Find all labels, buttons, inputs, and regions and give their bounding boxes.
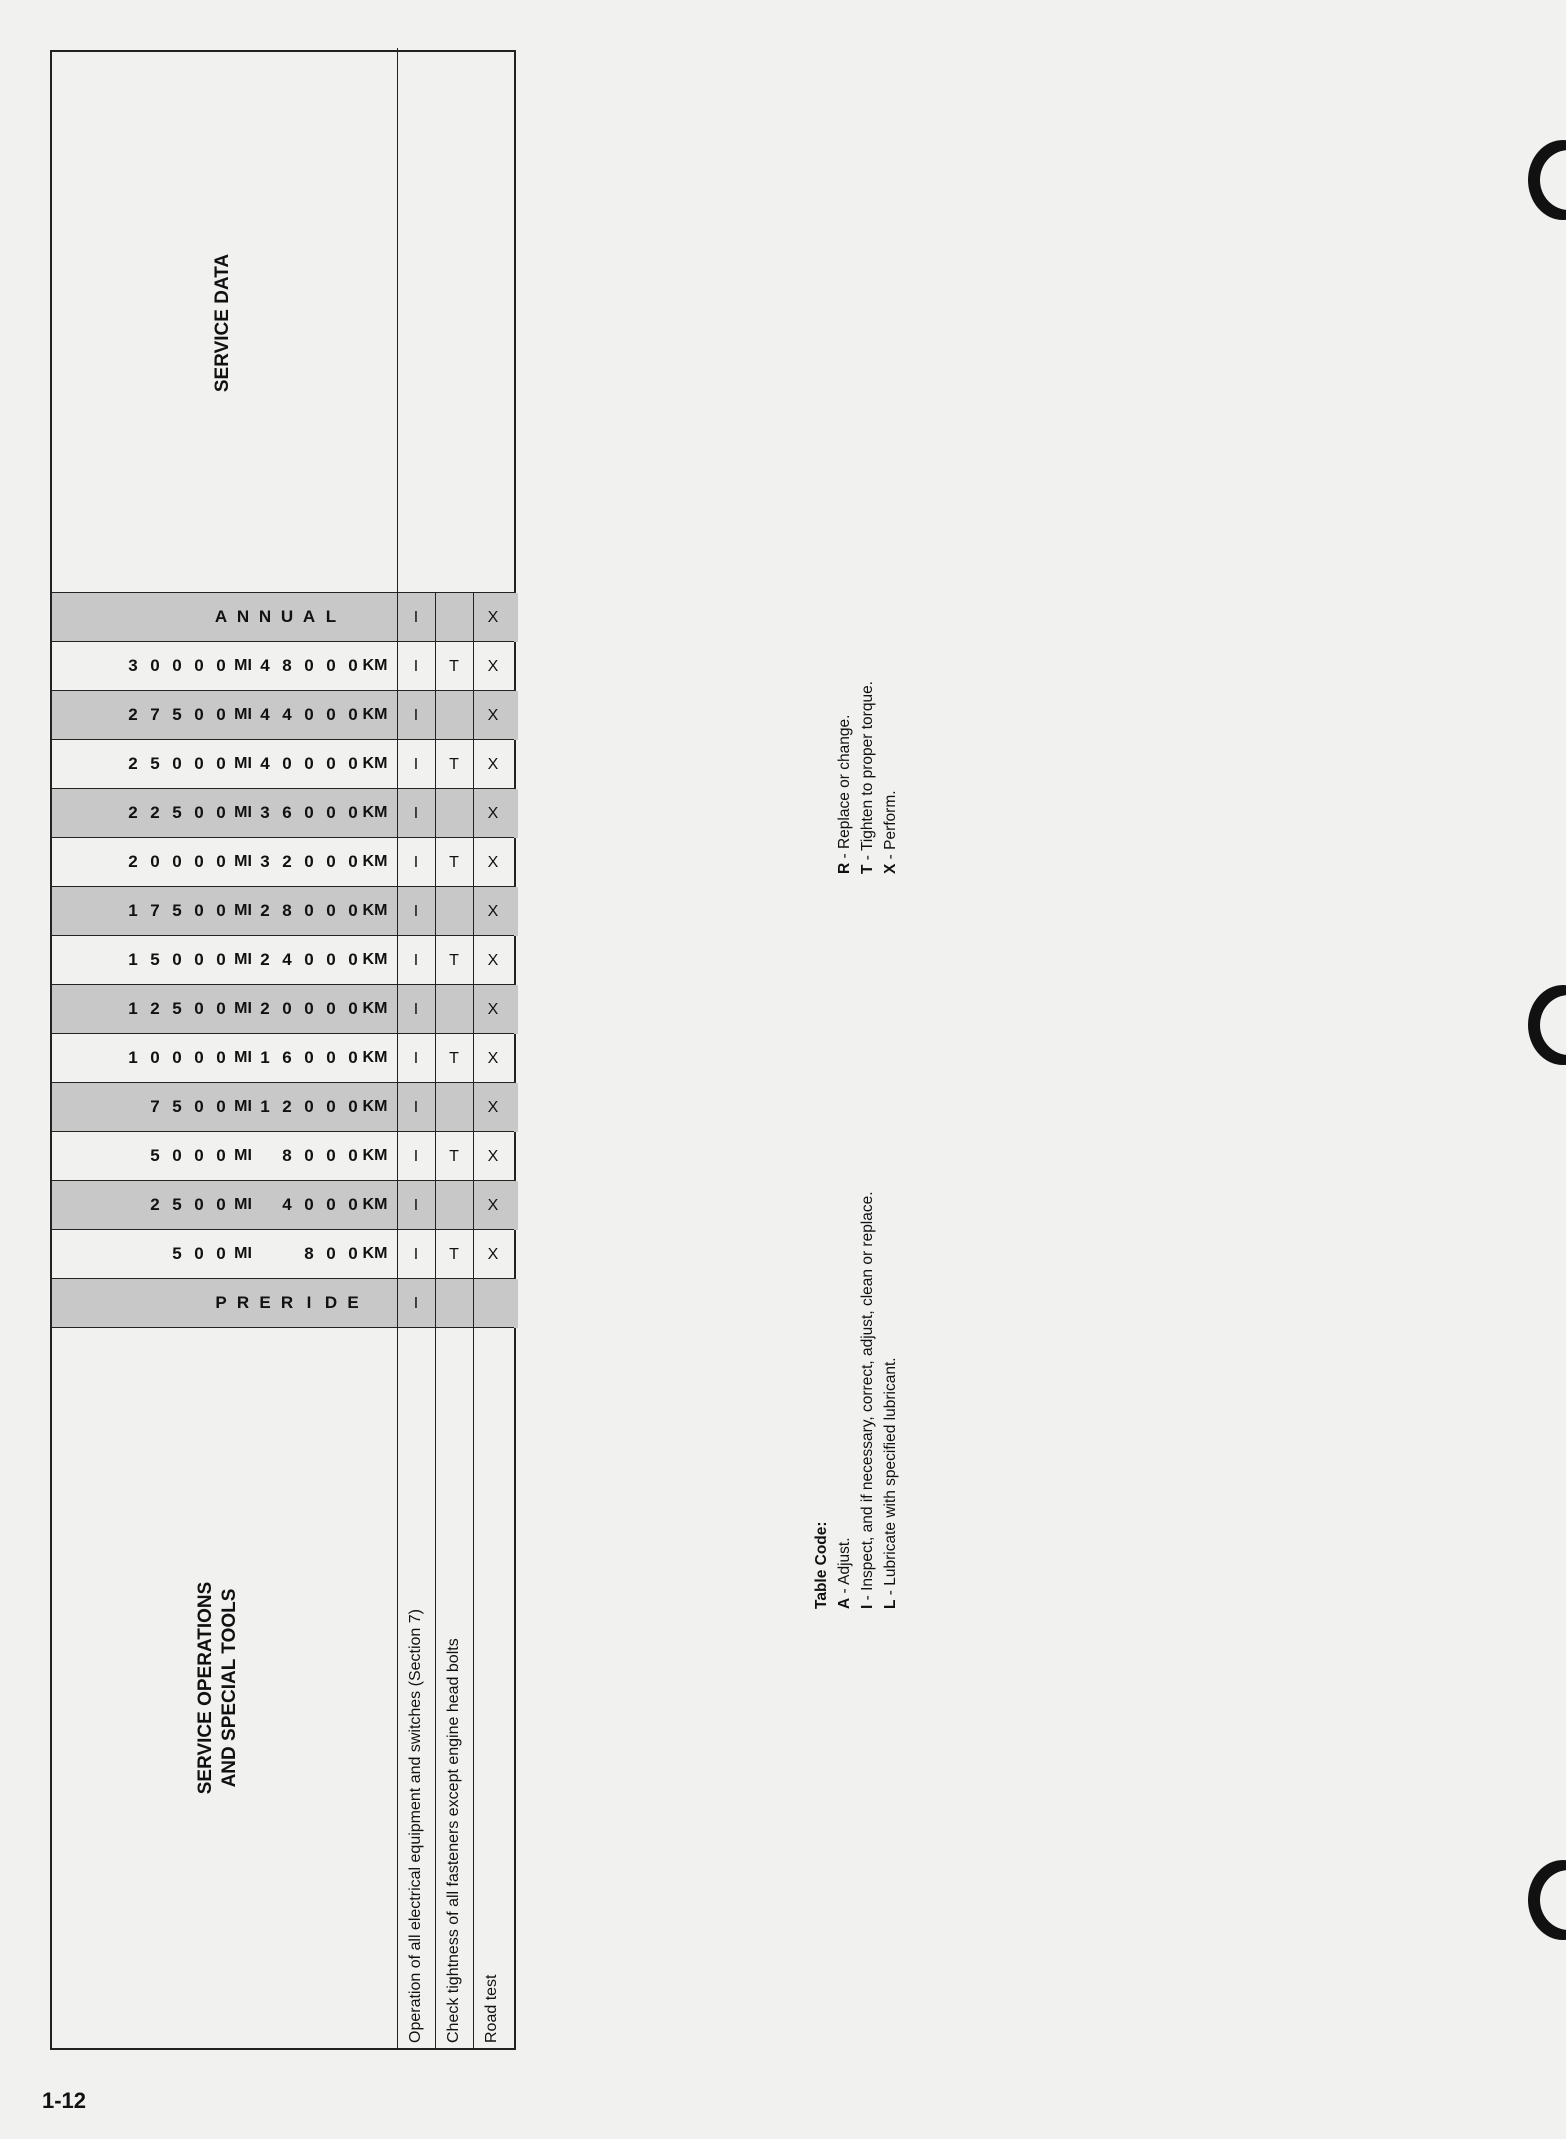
header-char: 0 [326, 1195, 336, 1215]
header-char: 0 [326, 1146, 336, 1166]
header-char: 0 [216, 999, 226, 1019]
header-char: 4 [260, 705, 270, 725]
header-char: 3 [128, 656, 138, 676]
code-cell: I [413, 1295, 419, 1312]
header-char: 0 [348, 1146, 358, 1166]
code-cell: I [413, 1197, 419, 1214]
code-cell: I [413, 1148, 419, 1165]
legend-code: L [882, 1599, 899, 1609]
header-char: E [259, 1293, 271, 1313]
code-cell: T [449, 1050, 459, 1067]
header-char: 0 [326, 950, 336, 970]
code-cell: I [413, 1099, 419, 1116]
header-char: KM [362, 755, 388, 773]
header-char: N [236, 607, 250, 627]
header-char: 0 [304, 1195, 314, 1215]
legend-description: - Adjust. [836, 1537, 853, 1598]
header-char: 5 [150, 1146, 160, 1166]
header-char: 2 [260, 950, 270, 970]
legend-description: - Inspect, and if necessary, correct, adjust, clean or replace. [859, 1191, 876, 1605]
header-char: 7 [150, 1097, 160, 1117]
header-char: MI [234, 706, 252, 724]
header-char: 2 [128, 803, 138, 823]
header-char: 0 [326, 1097, 336, 1117]
code-cell: X [487, 707, 499, 724]
legend-description: - Replace or change. [836, 714, 853, 863]
header-char: I [306, 1293, 312, 1313]
header-char: 0 [172, 754, 182, 774]
header-char: 0 [348, 999, 358, 1019]
column-divider [52, 690, 514, 691]
code-cell: X [487, 854, 499, 871]
header-char: 2 [282, 852, 292, 872]
interval-header-pre-ride [52, 1281, 555, 1326]
header-char: 7 [150, 901, 160, 921]
header-char: 5 [150, 754, 160, 774]
ops-header-line1: SERVICE OPERATIONS [195, 1581, 216, 1795]
header-char: 5 [172, 803, 182, 823]
header-char: 0 [194, 852, 204, 872]
header-char: 0 [216, 1048, 226, 1068]
header-char: 0 [348, 1097, 358, 1117]
header-char: P [215, 1293, 227, 1313]
operation-label: Road test [483, 1974, 500, 2043]
header-char: 5 [172, 705, 182, 725]
code-cell: X [487, 903, 499, 920]
code-cell: X [487, 1001, 499, 1018]
service-operations-header [194, 1328, 242, 2048]
service-table [50, 50, 516, 2050]
header-char: MI [234, 1098, 252, 1116]
header-char: 0 [348, 950, 358, 970]
legend-entry [856, 681, 879, 874]
header-char: R [280, 1293, 294, 1313]
column-divider [52, 1082, 514, 1083]
header-char: 4 [260, 754, 270, 774]
header-char: 0 [172, 852, 182, 872]
code-cell: I [413, 903, 419, 920]
header-char: N [258, 607, 272, 627]
legend-title: Table Code: [813, 1521, 830, 1609]
column-divider [52, 788, 514, 789]
header-char: KM [362, 951, 388, 969]
code-cell: I [413, 854, 419, 871]
header-char: MI [234, 853, 252, 871]
header-char: 0 [194, 705, 204, 725]
code-cell: X [487, 1050, 499, 1067]
header-char: 0 [282, 754, 292, 774]
ops-header-line2: AND SPECIAL TOOLS [219, 1588, 240, 1788]
header-char: KM [362, 902, 388, 920]
header-char: MI [234, 1000, 252, 1018]
header-char: 0 [304, 1048, 314, 1068]
header-char: 0 [194, 1195, 204, 1215]
code-cell: T [449, 658, 459, 675]
header-char: 0 [216, 1195, 226, 1215]
operation-label: Operation of all electrical equipment and switches (Section 7) [407, 1609, 424, 2043]
header-char: 0 [194, 950, 204, 970]
header-char: 2 [260, 901, 270, 921]
header-char: U [280, 607, 294, 627]
header-char: 0 [216, 1097, 226, 1117]
code-cell: X [487, 609, 499, 626]
header-char: D [324, 1293, 338, 1313]
header-char: 0 [194, 901, 204, 921]
header-char: 6 [282, 1048, 292, 1068]
header-char: 2 [128, 754, 138, 774]
table-code-legend-continued [833, 681, 902, 874]
header-char: KM [362, 804, 388, 822]
header-char: MI [234, 902, 252, 920]
header-char: 2 [150, 999, 160, 1019]
header-char: 0 [216, 1244, 226, 1264]
legend-entry [833, 1191, 856, 1609]
code-cell: I [413, 1001, 419, 1018]
header-char: 0 [348, 1195, 358, 1215]
header-char: 8 [282, 901, 292, 921]
code-cell: I [413, 1246, 419, 1263]
header-char: 2 [150, 803, 160, 823]
header-char: 0 [194, 754, 204, 774]
header-char: 0 [194, 1097, 204, 1117]
header-char: 2 [128, 852, 138, 872]
header-char: 0 [304, 999, 314, 1019]
header-char: 4 [282, 705, 292, 725]
header-char: 4 [260, 656, 270, 676]
column-divider [52, 1327, 514, 1328]
header-char: 8 [282, 1146, 292, 1166]
header-char: KM [362, 1049, 388, 1067]
code-cell: I [413, 609, 419, 626]
header-char: 0 [326, 901, 336, 921]
legend-description: - Lubricate with specified lubricant. [882, 1357, 899, 1600]
header-char: 4 [282, 950, 292, 970]
code-cell: X [487, 1197, 499, 1214]
header-char: KM [362, 657, 388, 675]
header-char: KM [362, 1245, 388, 1263]
header-char: KM [362, 853, 388, 871]
header-char: 0 [150, 1048, 160, 1068]
legend-code: R [836, 862, 853, 874]
header-char: MI [234, 1147, 252, 1165]
header-char: 8 [282, 656, 292, 676]
header-char: 0 [194, 1244, 204, 1264]
header-char: 1 [128, 950, 138, 970]
header-char: MI [234, 1196, 252, 1214]
header-char: L [325, 607, 337, 627]
column-divider [52, 641, 514, 642]
legend-code: A [836, 1597, 853, 1609]
column-divider [52, 1278, 514, 1279]
legend-code: I [859, 1604, 876, 1609]
column-divider [52, 984, 514, 985]
header-char: 0 [304, 1097, 314, 1117]
header-char: 0 [326, 1244, 336, 1264]
header-char: E [347, 1293, 359, 1313]
header-char: 8 [304, 1244, 314, 1264]
operation-label: Check tightness of all fasteners except engine head bolts [445, 1638, 462, 2043]
header-char: 2 [128, 705, 138, 725]
header-char: 5 [172, 1195, 182, 1215]
header-char: 0 [348, 901, 358, 921]
header-char: 1 [128, 901, 138, 921]
header-char: 0 [216, 754, 226, 774]
code-cell: X [487, 1148, 499, 1165]
header-char: 0 [326, 754, 336, 774]
header-char: 0 [282, 999, 292, 1019]
header-char: 3 [260, 803, 270, 823]
code-cell: I [413, 707, 419, 724]
header-char: 0 [348, 852, 358, 872]
header-char: 0 [194, 999, 204, 1019]
column-divider [52, 592, 514, 593]
header-char: 3 [260, 852, 270, 872]
table-code-legend [810, 1191, 902, 1609]
header-char: 0 [194, 656, 204, 676]
header-char: 0 [304, 803, 314, 823]
header-char: 0 [304, 901, 314, 921]
header-char: 0 [348, 1244, 358, 1264]
header-char: 0 [216, 705, 226, 725]
code-cell: X [487, 805, 499, 822]
code-cell: I [413, 658, 419, 675]
header-char: 0 [150, 852, 160, 872]
header-char: 0 [326, 656, 336, 676]
header-char: 0 [304, 754, 314, 774]
header-char: 0 [216, 1146, 226, 1166]
header-char: 0 [326, 803, 336, 823]
header-char: MI [234, 1245, 252, 1263]
column-divider [52, 1180, 514, 1181]
code-cell: X [487, 658, 499, 675]
column-divider [52, 935, 514, 936]
header-char: 0 [304, 1146, 314, 1166]
column-divider [52, 1229, 514, 1230]
header-char: 5 [172, 1244, 182, 1264]
legend-description: - Tighten to proper torque. [859, 681, 876, 865]
service-data-header: SERVICE DATA [212, 253, 233, 393]
header-char: KM [362, 706, 388, 724]
header-char: 0 [348, 803, 358, 823]
header-char: 0 [172, 1146, 182, 1166]
header-char: 5 [172, 901, 182, 921]
code-cell: X [487, 1099, 499, 1116]
header-char: 2 [282, 1097, 292, 1117]
column-divider [52, 739, 514, 740]
header-char: 6 [282, 803, 292, 823]
header-char: 7 [150, 705, 160, 725]
header-char: 0 [194, 803, 204, 823]
column-divider [52, 1131, 514, 1132]
header-char: 0 [348, 705, 358, 725]
column-divider [52, 1033, 514, 1034]
code-cell: I [413, 805, 419, 822]
header-char: A [302, 607, 316, 627]
code-cell: X [487, 952, 499, 969]
header-char: MI [234, 755, 252, 773]
legend-code: X [882, 863, 899, 874]
header-char: 2 [260, 999, 270, 1019]
header-char: 4 [282, 1195, 292, 1215]
header-char: 0 [194, 1146, 204, 1166]
header-char: 0 [216, 950, 226, 970]
legend-code: T [859, 864, 876, 874]
code-cell: T [449, 1148, 459, 1165]
header-char: 0 [304, 852, 314, 872]
code-cell: T [449, 756, 459, 773]
header-char: 0 [304, 656, 314, 676]
code-cell: T [449, 1246, 459, 1263]
code-cell: I [413, 756, 419, 773]
legend-entry [879, 681, 902, 874]
header-char: 0 [216, 901, 226, 921]
header-char: 0 [326, 705, 336, 725]
header-char: 0 [216, 852, 226, 872]
code-cell: X [487, 756, 499, 773]
header-char: KM [362, 1196, 388, 1214]
header-char: 0 [348, 754, 358, 774]
header-char: 0 [304, 705, 314, 725]
header-char: 5 [150, 950, 160, 970]
header-char: 0 [172, 656, 182, 676]
legend-entry [879, 1191, 902, 1609]
page-number: 1-12 [42, 2088, 87, 2113]
column-divider [52, 837, 514, 838]
header-char: KM [362, 1147, 388, 1165]
header-char: 0 [216, 803, 226, 823]
header-char: 0 [326, 852, 336, 872]
header-char: A [214, 607, 228, 627]
header-char: KM [362, 1000, 388, 1018]
code-cell: I [413, 1050, 419, 1067]
header-char: 1 [260, 1097, 270, 1117]
header-char: MI [234, 657, 252, 675]
header-char: 1 [260, 1048, 270, 1068]
header-char: 0 [304, 950, 314, 970]
column-divider [52, 886, 514, 887]
code-cell: T [449, 854, 459, 871]
header-char: MI [234, 804, 252, 822]
header-char: 0 [216, 656, 226, 676]
header-char: 0 [150, 656, 160, 676]
header-char: KM [362, 1098, 388, 1116]
header-char: 0 [326, 1048, 336, 1068]
code-cell: T [449, 952, 459, 969]
header-char: 5 [172, 1097, 182, 1117]
header-char: 0 [326, 999, 336, 1019]
code-cell: I [413, 952, 419, 969]
header-char: 1 [128, 999, 138, 1019]
legend-entry [856, 1191, 879, 1609]
header-char: 0 [194, 1048, 204, 1068]
legend-description: - Perform. [882, 790, 899, 864]
legend-entry [833, 681, 856, 874]
code-cell: X [487, 1246, 499, 1263]
header-char: MI [234, 951, 252, 969]
header-char: 0 [172, 950, 182, 970]
header-char: 0 [172, 1048, 182, 1068]
header-char: 0 [348, 1048, 358, 1068]
header-char: MI [234, 1049, 252, 1067]
header-char: 2 [150, 1195, 160, 1215]
header-char: 1 [128, 1048, 138, 1068]
header-char: 0 [348, 656, 358, 676]
header-char: 5 [172, 999, 182, 1019]
header-char: R [236, 1293, 250, 1313]
